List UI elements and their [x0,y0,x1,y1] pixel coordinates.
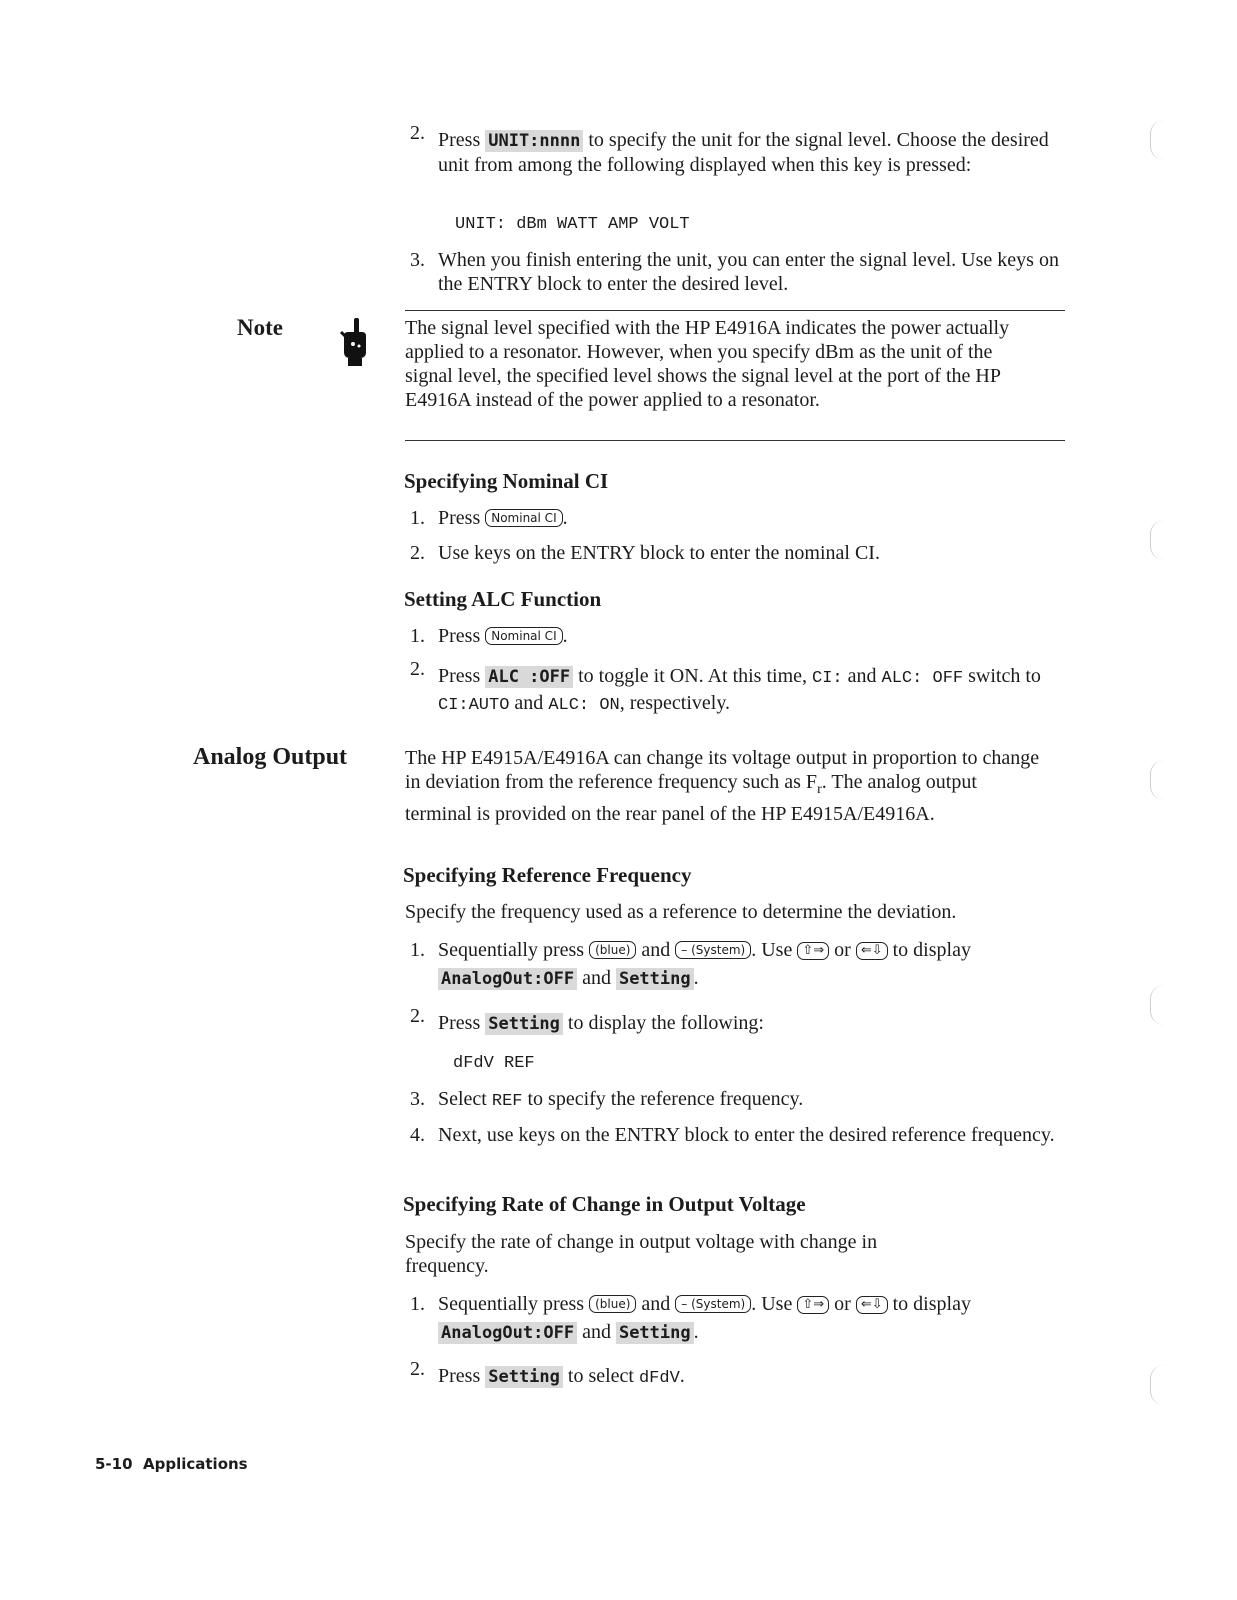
para-text: . The analog output terminal is provided on the rear panel of the HP E4915A/E4916A. [405,771,977,825]
section-heading-analog-output: Analog Output [193,744,348,770]
step-text: and [577,1321,616,1343]
subscript-text: r [817,782,822,797]
nominal-ci-step-1 [410,506,1060,530]
step-text: to display [887,939,971,961]
step-text: switch to [963,665,1041,687]
ref-freq-step-1 [410,936,1060,993]
scan-edge-mark [1150,985,1165,1025]
step-text: and [636,1293,676,1315]
ref-freq-step-3 [410,1087,1060,1114]
unit-step-3 [410,248,1060,296]
step-text: and [509,692,549,714]
step-text: to specify the unit for the signal level. Choose the desired unit from among the following displayed when this key is pressed: [438,129,1049,176]
step-text: Press [438,1012,486,1034]
step-text: and [636,939,676,961]
prev-arrow-key-icon[interactable]: ⇐⇩ [856,942,888,960]
step-text: Next, use keys on the ENTRY block to enter the desired reference frequency. [438,1124,1055,1146]
scan-edge-mark [1150,1365,1165,1405]
rate-intro: Specify the rate of change in output voltage with change in frequency. [405,1231,878,1277]
system-key[interactable]: – (System) [675,941,751,959]
section-heading-alc: Setting ALC Function [404,587,602,611]
step-number: 3. [410,1088,425,1110]
unit-options-line: UNIT: dBm WATT AMP VOLT [455,215,690,234]
unit-step-2 [410,122,1060,177]
section-heading-rate-of-change: Specifying Rate of Change in Output Voltage [403,1192,806,1216]
alc-softkey[interactable]: ALC :OFF [485,666,573,688]
code-text: CI:AUTO [438,696,510,715]
note-text: The signal level specified with the HP E4916A indicates the power actually applied to a resonator. However, when you specify dBm as the unit of the signal level, the specified level shows the signal level at the port of the HP E4916A instead of the power applied to a resonator. [405,317,1010,411]
step-text: to specify the reference frequency. [522,1088,804,1110]
step-number: 2. [410,658,425,680]
unit-softkey[interactable]: UNIT:nnnn [485,130,583,152]
scan-edge-mark [1150,760,1165,800]
analog-intro [405,746,1045,826]
next-arrow-key-icon[interactable]: ⇧⇒ [797,1296,829,1314]
page-footer [95,1452,248,1476]
footer-section: Applications [143,1455,248,1473]
ref-freq-step-2 [410,1005,1060,1036]
step-text: and [842,665,882,687]
step-text: Select [438,1088,492,1110]
code-text: CI: [812,669,843,688]
step-text: . [693,1321,699,1343]
step-text: . [562,507,568,529]
step-text: Sequentially press [438,1293,590,1315]
nominal-ci-key[interactable]: Nominal CI [485,509,562,527]
step-number: 1. [410,1293,425,1315]
ref-freq-intro: Specify the frequency used as a reference to determine the deviation. [405,901,957,923]
step-number: 1. [410,939,425,961]
blue-key[interactable]: (blue) [589,941,636,959]
step-text: or [829,1293,856,1315]
step-text: . [693,967,699,989]
step-number: 3. [410,249,425,271]
ref-options-line: dFdV REF [453,1054,535,1073]
section-heading-nominal-ci: Specifying Nominal CI [404,469,609,493]
step-text: Press [438,625,486,647]
system-key[interactable]: – (System) [675,1295,751,1313]
step-text: Press [438,129,486,151]
code-text: REF [491,1092,523,1111]
step-text: Use keys on the ENTRY block to enter the nominal CI. [438,542,880,564]
step-number: 2. [410,1358,425,1380]
section-heading-reference-frequency: Specifying Reference Frequency [403,863,692,887]
step-number: 2. [410,542,425,564]
note-bottom-rule [405,440,1065,441]
step-text: to display [887,1293,971,1315]
para-text: The HP E4915A/E4916A can change its voltage output in proportion to change in deviation from the reference frequency such as F [405,747,1040,793]
step-text: . Use [751,1293,798,1315]
rate-step-1 [410,1290,1060,1347]
step-text: Press [438,665,486,687]
step-text: . [562,625,568,647]
nominal-ci-step-2 [410,541,1060,565]
scan-edge-mark [1150,520,1165,560]
code-text: ALC: ON [548,696,620,715]
alc-step-2 [410,658,1060,718]
blue-key[interactable]: (blue) [589,1295,636,1313]
step-number: 1. [410,507,425,529]
page-number: 5-10 [95,1455,133,1473]
step-text: to display the following: [562,1012,764,1034]
step-text: to select [562,1365,639,1387]
step-number: 4. [410,1124,425,1146]
step-text: Press [438,1365,486,1387]
step-text: Sequentially press [438,939,590,961]
setting-softkey[interactable]: Setting [616,968,694,990]
step-text: . [679,1365,685,1387]
setting-softkey[interactable]: Setting [616,1322,694,1344]
alc-step-1 [410,624,1060,648]
rate-step-2 [410,1358,1060,1391]
ref-freq-step-4 [410,1123,1060,1147]
step-number: 2. [410,1005,425,1027]
code-text: dFdV [638,1369,680,1388]
step-text: Press [438,507,486,529]
step-number: 2. [410,122,425,144]
step-text: . Use [751,939,798,961]
nominal-ci-key[interactable]: Nominal CI [485,627,562,645]
step-text: and [577,967,616,989]
next-arrow-key-icon[interactable]: ⇧⇒ [797,942,829,960]
note-top-rule [405,310,1065,311]
step-number: 1. [410,625,425,647]
setting-softkey[interactable]: Setting [485,1366,563,1388]
analogout-softkey[interactable]: AnalogOut:OFF [438,968,577,990]
code-text: ALC: OFF [881,669,964,688]
prev-arrow-key-icon[interactable]: ⇐⇩ [856,1296,888,1314]
step-text: to toggle it ON. At this time, [573,665,813,687]
step-text: When you finish entering the unit, you can enter the signal level. Use keys on the ENTRY block to enter the desired level. [438,249,1059,295]
pointing-hand-icon [338,316,368,366]
note-label: Note [237,315,283,340]
scan-edge-mark [1150,120,1165,160]
analogout-softkey[interactable]: AnalogOut:OFF [438,1322,577,1344]
step-text: , respectively. [619,692,731,714]
setting-softkey[interactable]: Setting [485,1013,563,1035]
step-text: or [829,939,856,961]
